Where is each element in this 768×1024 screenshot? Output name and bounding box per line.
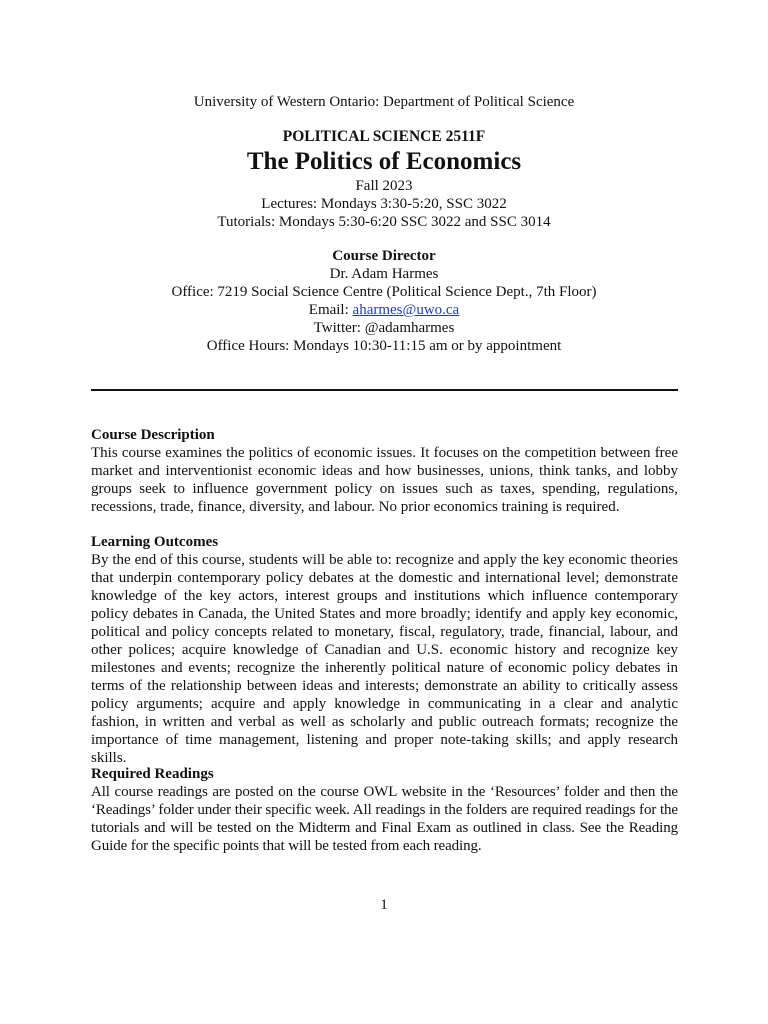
course-description-heading: Course Description [91, 427, 215, 443]
director-name: Dr. Adam Harmes [329, 266, 439, 282]
required-readings-body: All course readings are posted on the course OWL website in the ‘Resources’ folder and then the ‘Readings’ folder under their specific week. All readings in the folders are required readings for the tutorials and will be tested on the Midterm and Final Exam as outlined in class. See the Reading Guide for the specific points that will be tested from each reading. [91, 784, 678, 854]
email-label: Email: [308, 302, 353, 318]
horizontal-divider [91, 389, 678, 391]
email-link[interactable]: aharmes@uwo.ca [352, 302, 460, 318]
course-code: POLITICAL SCIENCE 2511F [282, 128, 486, 145]
learning-outcomes-heading: Learning Outcomes [91, 534, 219, 550]
course-description-section [91, 426, 678, 516]
director-heading: Course Director [332, 248, 436, 264]
course-director-block [0, 247, 768, 355]
director-office: Office: 7219 Social Science Centre (Political Science Dept., 7th Floor) [171, 284, 597, 300]
learning-outcomes-body: By the end of this course, students will be able to: recognize and apply the key economic theories that underpin contemporary policy debates at the domestic and international level; demonstrate knowledge of the key actors, interest groups and institutions which influence contemporary policy debates in Canada, the United States and more broadly; identify and apply key economic, political and policy concepts related to monetary, fiscal, regulatory, trade, financial, labour, and other polices; acquire knowledge of Canadian and U.S. economic history and recognize key milestones and events; recognize the inherently political nature of economic policy debates in terms of the relationship between ideas and interests; demonstrate an ability to critically assess policy arguments; acquire and apply knowledge in communicating in a clear and analytic fashion, in written and verbal as well as scholarly and public outreach formats; recognize the importance of time management, listening and proper note-taking skills; and apply research skills. [91, 552, 678, 766]
course-description-body: This course examines the politics of economic issues. It focuses on the competition between free market and interventionist economic ideas and how businesses, unions, think tanks, and lobby groups seek to influence government policy on issues such as taxes, spending, regulations, recessions, trade, finance, diversity, and labour. No prior economics training is required. [91, 445, 678, 515]
tutorials: Tutorials: Mondays 5:30-6:20 SSC 3022 and SSC 3014 [217, 214, 551, 230]
required-readings-section [91, 765, 678, 855]
director-twitter: Twitter: @adamharmes [313, 320, 455, 336]
lectures: Lectures: Mondays 3:30-5:20, SSC 3022 [261, 196, 507, 212]
course-schedule [0, 177, 768, 231]
university-line: University of Western Ontario: Department of Political Science [193, 94, 575, 110]
learning-outcomes-section [91, 533, 678, 767]
course-title: The Politics of Economics [246, 148, 522, 175]
page-number: 1 [380, 897, 388, 913]
required-readings-heading: Required Readings [91, 766, 214, 782]
director-office-hours: Office Hours: Mondays 10:30-11:15 am or by appointment [206, 338, 562, 354]
term: Fall 2023 [355, 178, 413, 194]
director-email-line [0, 301, 768, 319]
